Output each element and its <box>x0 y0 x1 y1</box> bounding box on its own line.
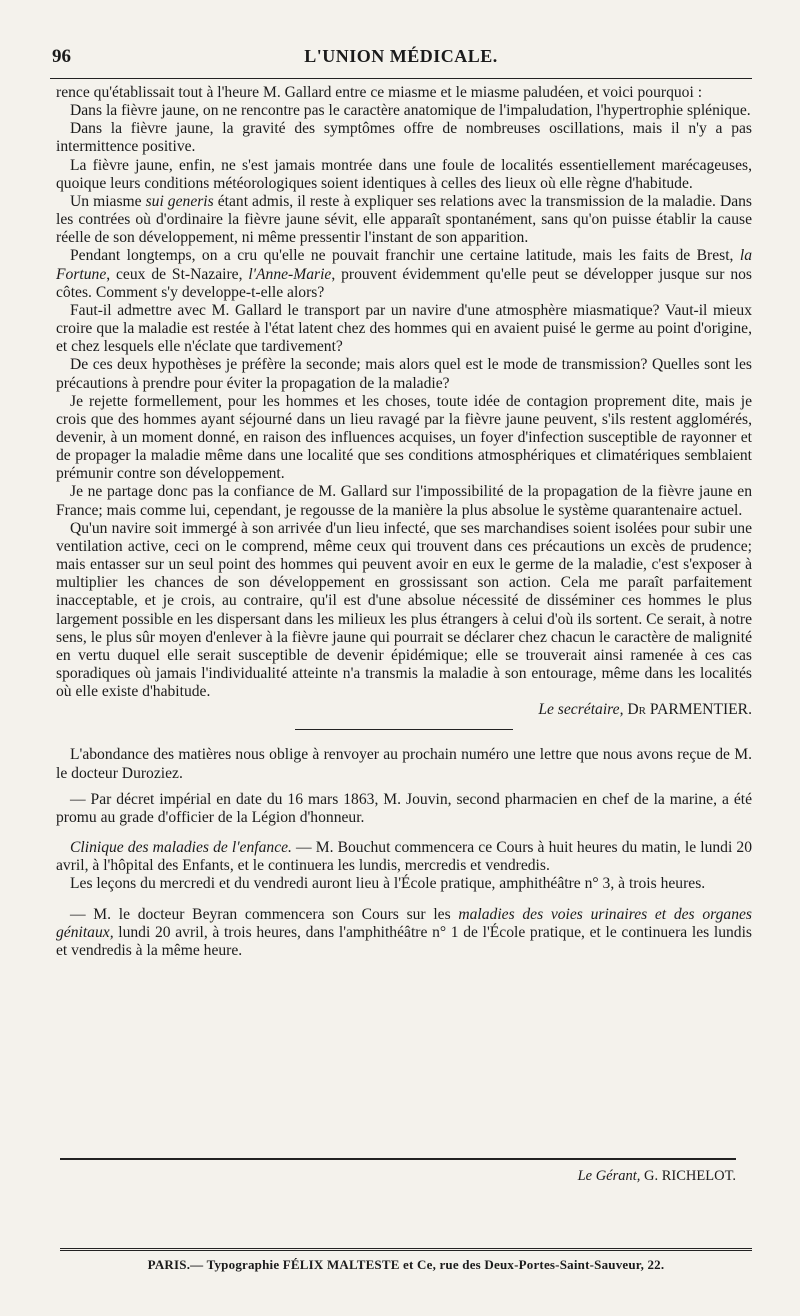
clinique-title: Clinique des maladies de l'enfance. <box>70 839 292 857</box>
paragraph: Je rejette formellement, pour les hommes et les choses, toute idée de contagion proprement dite, mais je crois que des hommes ayant séjourné dans un lieu ravagé par la fièvre jaune peuvent, s'ils restent agglomérés, devenir, à un moment donné, en raison des influences acquises, un foyer d'infection susceptible de rayonner et de propager la maladie même dans une localité que ses conditions atmosphériques et climatériques semblaient prémunir contre son développement. <box>56 392 752 483</box>
paragraph: Dans la fièvre jaune, on ne rencontre pas le caractère anatomique de l'impaludation, l'hypertrophie splénique. <box>70 102 751 120</box>
text-span: — M. le docteur Beyran commencera son Cours sur les <box>70 905 459 923</box>
paragraph-brest <box>56 247 752 301</box>
imprint-line: PARIS.— Typographie FÉLIX MALTESTE et Ce, rue des Deux-Portes-Saint-Sauveur, 22. <box>60 1250 752 1273</box>
italic-term: maladies des voies urinaires et des organes génitaux, <box>56 905 752 941</box>
text-span: Un miasme <box>70 192 146 210</box>
announcement-decret: — Par décret impérial en date du 16 mars 1863, M. Jouvin, second pharmacien en chef de la marine, a été promu au grade d'officier de la Légion d'honneur. <box>56 790 752 826</box>
italic-term: sui generis <box>145 192 214 210</box>
paragraph: Faut-il admettre avec M. Gallard le transport par un navire d'une atmosphère miasmatique? Vaut-il mieux croire que la maladie est restée à l'état latent chez des hommes qui en avaient puisé le germe au point d'origine, et chez lesquels elle n'éclate que tardivement? <box>56 301 752 356</box>
article-body <box>56 84 752 960</box>
gerant-name: G. RICHELOT. <box>644 1168 736 1184</box>
announcement-beyran <box>56 906 752 960</box>
announcement-clinique <box>56 839 752 875</box>
gerant-line <box>60 1158 736 1185</box>
page-number: 96 <box>52 46 71 67</box>
footer-rule <box>60 1248 752 1249</box>
ship-name: la Fortune <box>56 247 752 283</box>
running-title: L'UNION MÉDICALE. <box>304 46 498 66</box>
gerant-label: Le Gérant, <box>577 1168 641 1184</box>
signature-role: Le secrétaire, <box>538 701 624 719</box>
signature <box>56 701 752 719</box>
text-span: étant admis, il reste à expliquer ses relations avec la transmission de la maladie. Dans les contrées où d'ordinaire la fièvre jaune sévit, elle apparaît spontanément, sans qu'on puisse établir la cause réelle de son développement, ni même pressentir l'instant de son apparition. <box>56 192 752 247</box>
announcement-lecons: Les leçons du mercredi et du vendredi auront lieu à l'École pratique, amphithéâtre n° 3, à trois heures. <box>70 875 706 893</box>
announcement-abondance: L'abondance des matières nous oblige à renvoyer au prochain numéro une lettre que nous avons reçue de M. le docteur Duroziez. <box>56 746 752 782</box>
paragraph: Qu'un navire soit immergé à son arrivée d'un lieu infecté, que ses marchandises soient isolées pour subir une ventilation active, ceci on le comprend, même ceux qui trouvent dans ces précautions un excès de prudence; mais entasser sur un seul point des hommes qui peuvent avoir en eux le germe de la maladie, c'est s'exposer à multiplier les chances de son développement en grossissant son action. Cela me paraît parfaitement inacceptable, et je crois, au contraire, qu'il est d'une absolue nécessité de disséminer ces hommes le plus largement possible en les dispersant dans les milieux les plus étrangers à celui d'où ils sortent. Ce serait, à notre sens, le plus sûr moyen d'enlever à la fièvre jaune qui pourrait se déclarer chez chacun le caractère de malignité en vertu duquel elle serait susceptible de devenir épidémique; elle se trouverait ainsi ramenée à ces cas sporadiques où jamais l'individualité atteinte n'a transmis la maladie à son entourage, même dans les localités où elle existe d'habitude. <box>56 519 752 701</box>
text-span: — M. Bouchut commencera ce Cours à huit heures du matin, le lundi 20 avril, à l'hôpital des Enfants, et le continuera les lundis, mercredis et vendredis. <box>56 839 752 875</box>
separator-rule <box>295 729 513 730</box>
text-span: lundi 20 avril, à trois heures, dans l'amphithéâtre n° 1 de l'École pratique, et le continuera les lundis et vendredis à la même heure. <box>56 923 752 959</box>
paragraph: La fièvre jaune, enfin, ne s'est jamais montrée dans une foule de localités essentiellement marécageuses, quoique leurs conditions météorologiques soient identiques à celles des lieux où elle règne d'habitude. <box>56 156 752 192</box>
page-header <box>50 44 752 79</box>
ship-name: l'Anne-Marie <box>248 265 332 283</box>
paragraph: rence qu'établissait tout à l'heure M. Gallard entre ce miasme et le miasme paludéen, et voici pourquoi : <box>56 84 703 101</box>
signature-name: Dr PARMENTIER. <box>627 701 752 719</box>
paragraph-miasme <box>56 193 752 247</box>
paragraph: Dans la fièvre jaune, la gravité des symptômes offre de nombreuses oscillations, mais il n'y a pas intermittence positive. <box>56 120 752 156</box>
text-span: , ceux de St-Nazaire, <box>106 265 249 283</box>
text-span: Pendant longtemps, on a cru qu'elle ne pouvait franchir une certaine latitude, mais les faits de Brest, <box>70 247 740 265</box>
text-span: , prouvent évidemment qu'elle peut se développer jusque sur nos côtes. Comment s'y developpe-t-elle alors? <box>56 265 753 301</box>
paragraph: De ces deux hypothèses je préfère la seconde; mais alors quel est le mode de transmission? Quelles sont les précautions à prendre pour éviter la propagation de la maladie? <box>56 356 752 392</box>
paragraph: Je ne partage donc pas la confiance de M. Gallard sur l'impossibilité de la propagation de la fièvre jaune en France; mais comme lui, cependant, je regousse de la manière la plus absolue le système quarantenaire actuel. <box>56 483 752 519</box>
